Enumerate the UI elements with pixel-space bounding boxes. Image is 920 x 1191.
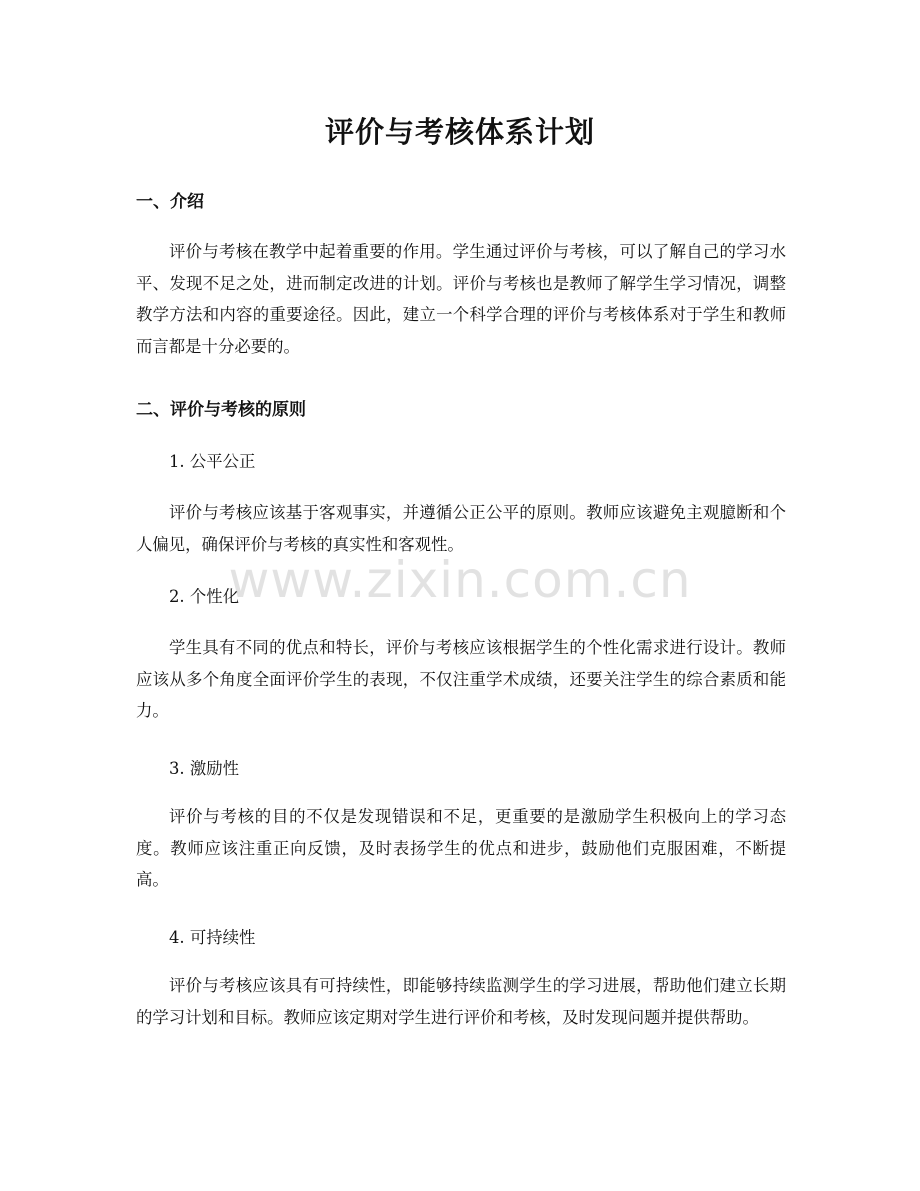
- principle-label-sustainability: 4. 可持续性: [169, 928, 256, 947]
- principle-label-fairness: 1. 公平公正: [169, 452, 256, 471]
- principle-paragraph-motivation: 评价与考核的目的不仅是发现错误和不足，更重要的是激励学生积极向上的学习态度。教师应该注重正向反馈，及时表扬学生的优点和进步，鼓励他们克服困难，不断提高。: [136, 807, 786, 889]
- principle-paragraph-sustainability: 评价与考核应该具有可持续性，即能够持续监测学生的学习进展，帮助他们建立长期的学习计划和目标。教师应该定期对学生进行评价和考核，及时发现问题并提供帮助。: [136, 976, 786, 1027]
- principle-label-motivation: 3. 激励性: [169, 759, 240, 778]
- page-title: 评价与考核体系计划: [324, 115, 595, 149]
- principle-label-personalization: 2. 个性化: [169, 587, 240, 606]
- principle-paragraph-fairness: 评价与考核应该基于客观事实，并遵循公正公平的原则。教师应该避免主观臆断和个人偏见，确保评价与考核的真实性和客观性。: [136, 503, 786, 554]
- watermark-text: www.zixin.com.cn: [228, 551, 692, 609]
- principle-paragraph-personalization: 学生具有不同的优点和特长，评价与考核应该根据学生的个性化需求进行设计。教师应该从多个角度全面评价学生的表现，不仅注重学术成绩，还要关注学生的综合素质和能力。: [136, 638, 786, 720]
- section-heading-principles: 二、评价与考核的原则: [136, 400, 306, 420]
- intro-paragraph: 评价与考核在教学中起着重要的作用。学生通过评价与考核，可以了解自己的学习水平、发现不足之处，进而制定改进的计划。评价与考核也是教师了解学生学习情况，调整教学方法和内容的重要途径。因此，建立一个科学合理的评价与考核体系对于学生和教师而言都是十分必要的。: [136, 242, 786, 356]
- section-heading-intro: 一、介绍: [136, 192, 204, 212]
